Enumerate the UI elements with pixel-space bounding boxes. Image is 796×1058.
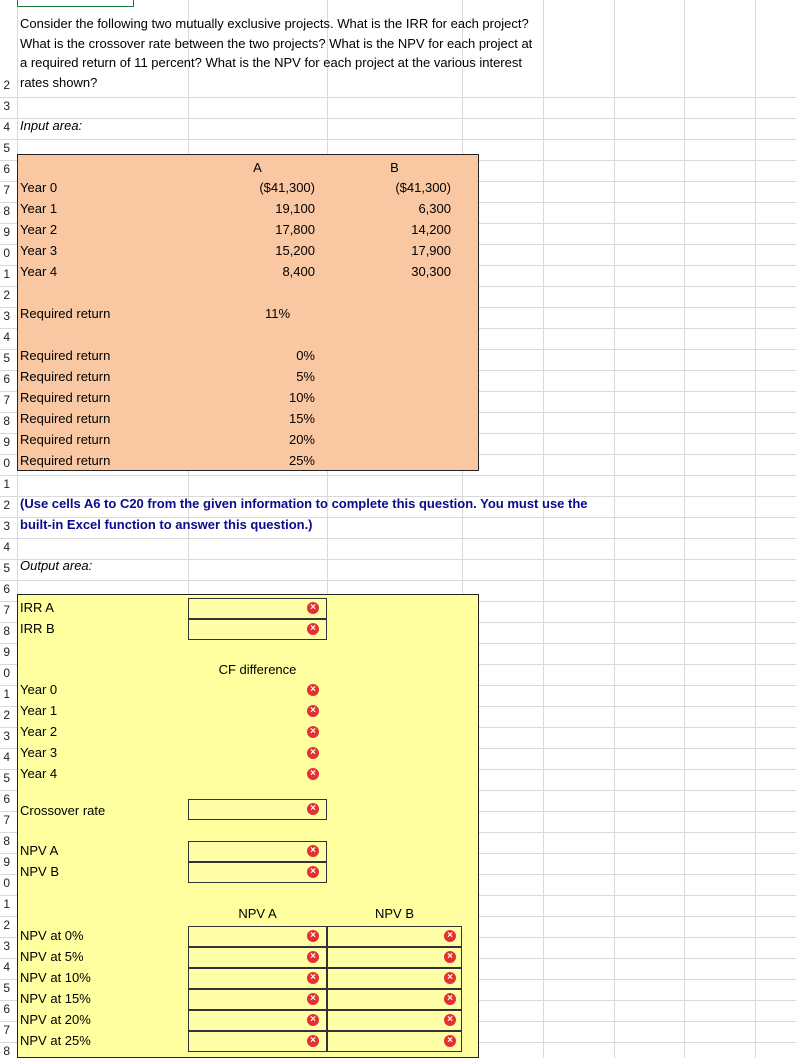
row-number: 1 bbox=[3, 477, 10, 491]
required-return-label: Required return bbox=[20, 306, 111, 321]
error-icon: × bbox=[444, 972, 456, 984]
row-number: 2 bbox=[3, 78, 10, 92]
error-icon: × bbox=[307, 866, 319, 878]
row-number: 8 bbox=[3, 414, 10, 428]
error-icon: × bbox=[307, 972, 319, 984]
project-a-cashflow[interactable]: 19,100 bbox=[275, 201, 315, 216]
col-b-header: B bbox=[390, 160, 399, 175]
irr-label: IRR B bbox=[20, 621, 55, 636]
npv-b-input[interactable] bbox=[327, 968, 462, 989]
required-return-value[interactable]: 25% bbox=[288, 453, 315, 468]
row-number: 3 bbox=[3, 939, 10, 953]
row-number: 8 bbox=[3, 834, 10, 848]
row-number: 1 bbox=[3, 687, 10, 701]
active-cell-indicator bbox=[17, 0, 134, 7]
project-a-cashflow[interactable]: ($41,300) bbox=[259, 180, 315, 195]
npv-rate-label: NPV at 25% bbox=[20, 1033, 91, 1048]
row-number: 0 bbox=[3, 246, 10, 260]
error-icon: × bbox=[307, 951, 319, 963]
row-number: 6 bbox=[3, 162, 10, 176]
required-return-label: Required return bbox=[20, 390, 111, 405]
row-number: 4 bbox=[3, 330, 10, 344]
error-icon: × bbox=[307, 845, 319, 857]
required-return-label: Required return bbox=[20, 453, 111, 468]
row-number: 2 bbox=[3, 918, 10, 932]
error-icon: × bbox=[444, 930, 456, 942]
npv-b-header: NPV B bbox=[374, 906, 414, 921]
row-number: 6 bbox=[3, 792, 10, 806]
row-number: 5 bbox=[3, 351, 10, 365]
note-line-2: built-in Excel function to answer this question.) bbox=[20, 517, 313, 532]
row-number: 1 bbox=[3, 897, 10, 911]
error-icon: × bbox=[307, 803, 319, 815]
row-number: 2 bbox=[3, 708, 10, 722]
error-icon: × bbox=[444, 951, 456, 963]
row-number: 4 bbox=[3, 540, 10, 554]
npv-label: NPV B bbox=[20, 864, 60, 879]
npv-b-input[interactable] bbox=[327, 1031, 462, 1052]
row-number: 8 bbox=[3, 624, 10, 638]
required-return-label: Required return bbox=[20, 348, 111, 363]
row-number: 5 bbox=[3, 771, 10, 785]
row-number: 5 bbox=[3, 141, 10, 155]
row-number: 7 bbox=[3, 393, 10, 407]
npv-a-header: NPV A bbox=[238, 906, 277, 921]
error-icon: × bbox=[307, 726, 319, 738]
row-number: 9 bbox=[3, 435, 10, 449]
npv-label: NPV A bbox=[20, 843, 59, 858]
project-a-cashflow[interactable]: 15,200 bbox=[275, 243, 315, 258]
row-number: 3 bbox=[3, 729, 10, 743]
error-icon: × bbox=[307, 747, 319, 759]
row-number: 0 bbox=[3, 666, 10, 680]
gridline bbox=[0, 139, 796, 140]
cf-difference-header: CF difference bbox=[218, 662, 297, 677]
project-b-cashflow[interactable]: ($41,300) bbox=[395, 180, 451, 195]
col-a-header: A bbox=[253, 160, 262, 175]
required-return-value[interactable]: 0% bbox=[296, 348, 315, 363]
row-number: 9 bbox=[3, 645, 10, 659]
required-return-value[interactable]: 20% bbox=[288, 432, 315, 447]
cf-year-label: Year 1 bbox=[20, 703, 58, 718]
row-number: 6 bbox=[3, 1002, 10, 1016]
cf-year-label: Year 3 bbox=[20, 745, 58, 760]
question-text: Consider the following two mutually exclusive projects. What is the IRR for each project? What is the crossover rate between the two projects? What is the NPV for each project at a required return of 11 percent? What is the NPV for each project at the various interest rates shown? bbox=[20, 16, 533, 90]
project-b-cashflow[interactable]: 6,300 bbox=[418, 201, 451, 216]
error-icon: × bbox=[444, 1035, 456, 1047]
row-number: 9 bbox=[3, 225, 10, 239]
gridline bbox=[0, 118, 796, 119]
error-icon: × bbox=[307, 705, 319, 717]
error-icon: × bbox=[307, 930, 319, 942]
npv-rate-label: NPV at 0% bbox=[20, 928, 84, 943]
project-a-cashflow[interactable]: 17,800 bbox=[275, 222, 315, 237]
row-number: 4 bbox=[3, 750, 10, 764]
output-area-label: Output area: bbox=[20, 558, 93, 573]
input-area-label: Input area: bbox=[20, 118, 83, 133]
npv-rate-label: NPV at 10% bbox=[20, 970, 91, 985]
gridline bbox=[755, 0, 756, 1058]
required-return-label: Required return bbox=[20, 411, 111, 426]
year-label: Year 2 bbox=[20, 222, 58, 237]
crossover-label: Crossover rate bbox=[20, 803, 106, 818]
row-number: 3 bbox=[3, 99, 10, 113]
error-icon: × bbox=[307, 768, 319, 780]
row-number: 4 bbox=[3, 120, 10, 134]
npv-b-input[interactable] bbox=[327, 926, 462, 947]
year-label: Year 1 bbox=[20, 201, 58, 216]
gridline bbox=[0, 559, 796, 560]
row-number: 5 bbox=[3, 981, 10, 995]
project-b-cashflow[interactable]: 17,900 bbox=[411, 243, 451, 258]
error-icon: × bbox=[307, 623, 319, 635]
project-b-cashflow[interactable]: 14,200 bbox=[411, 222, 451, 237]
required-return-value[interactable]: 10% bbox=[288, 390, 315, 405]
row-number: 7 bbox=[3, 813, 10, 827]
npv-rate-label: NPV at 5% bbox=[20, 949, 84, 964]
required-return-label: Required return bbox=[20, 369, 111, 384]
npv-rate-label: NPV at 20% bbox=[20, 1012, 91, 1027]
instruction-note bbox=[20, 493, 720, 535]
row-number: 0 bbox=[3, 456, 10, 470]
cf-year-label: Year 2 bbox=[20, 724, 58, 739]
gridline bbox=[0, 580, 796, 581]
project-b-cashflow[interactable]: 30,300 bbox=[411, 264, 451, 279]
error-icon: × bbox=[307, 993, 319, 1005]
row-number: 2 bbox=[3, 498, 10, 512]
error-icon: × bbox=[307, 684, 319, 696]
error-icon: × bbox=[307, 602, 319, 614]
row-number: 9 bbox=[3, 855, 10, 869]
note-line-1: (Use cells A6 to C20 from the given information to complete this question. You must use the bbox=[20, 496, 588, 511]
row-number: 6 bbox=[3, 372, 10, 386]
npv-b-input[interactable] bbox=[327, 947, 462, 968]
error-icon: × bbox=[307, 1035, 319, 1047]
row-number: 8 bbox=[3, 1044, 10, 1058]
row-number: 1 bbox=[3, 267, 10, 281]
gridline bbox=[0, 475, 796, 476]
gridline bbox=[0, 97, 796, 98]
row-number: 8 bbox=[3, 204, 10, 218]
row-number: 7 bbox=[3, 1023, 10, 1037]
row-number: 5 bbox=[3, 561, 10, 575]
row-number: 3 bbox=[3, 519, 10, 533]
year-label: Year 3 bbox=[20, 243, 58, 258]
npv-b-input[interactable] bbox=[327, 989, 462, 1010]
required-return-value[interactable]: 5% bbox=[296, 369, 315, 384]
cf-year-label: Year 4 bbox=[20, 766, 58, 781]
required-return-label: Required return bbox=[20, 432, 111, 447]
npv-rate-label: NPV at 15% bbox=[20, 991, 91, 1006]
row-number: 4 bbox=[3, 960, 10, 974]
required-return-value[interactable]: 15% bbox=[288, 411, 315, 426]
irr-label: IRR A bbox=[20, 600, 54, 615]
required-return-value[interactable]: 11% bbox=[264, 306, 291, 321]
row-number: 0 bbox=[3, 876, 10, 890]
row-number: 6 bbox=[3, 582, 10, 596]
project-a-cashflow[interactable]: 8,400 bbox=[282, 264, 315, 279]
row-number: 2 bbox=[3, 288, 10, 302]
row-number: 3 bbox=[3, 309, 10, 323]
gridline bbox=[0, 538, 796, 539]
npv-b-input[interactable] bbox=[327, 1010, 462, 1031]
error-icon: × bbox=[444, 1014, 456, 1026]
error-icon: × bbox=[307, 1014, 319, 1026]
row-number: 7 bbox=[3, 603, 10, 617]
year-label: Year 4 bbox=[20, 264, 58, 279]
row-number: 7 bbox=[3, 183, 10, 197]
error-icon: × bbox=[444, 993, 456, 1005]
year-label: Year 0 bbox=[20, 180, 58, 195]
cf-year-label: Year 0 bbox=[20, 682, 58, 697]
